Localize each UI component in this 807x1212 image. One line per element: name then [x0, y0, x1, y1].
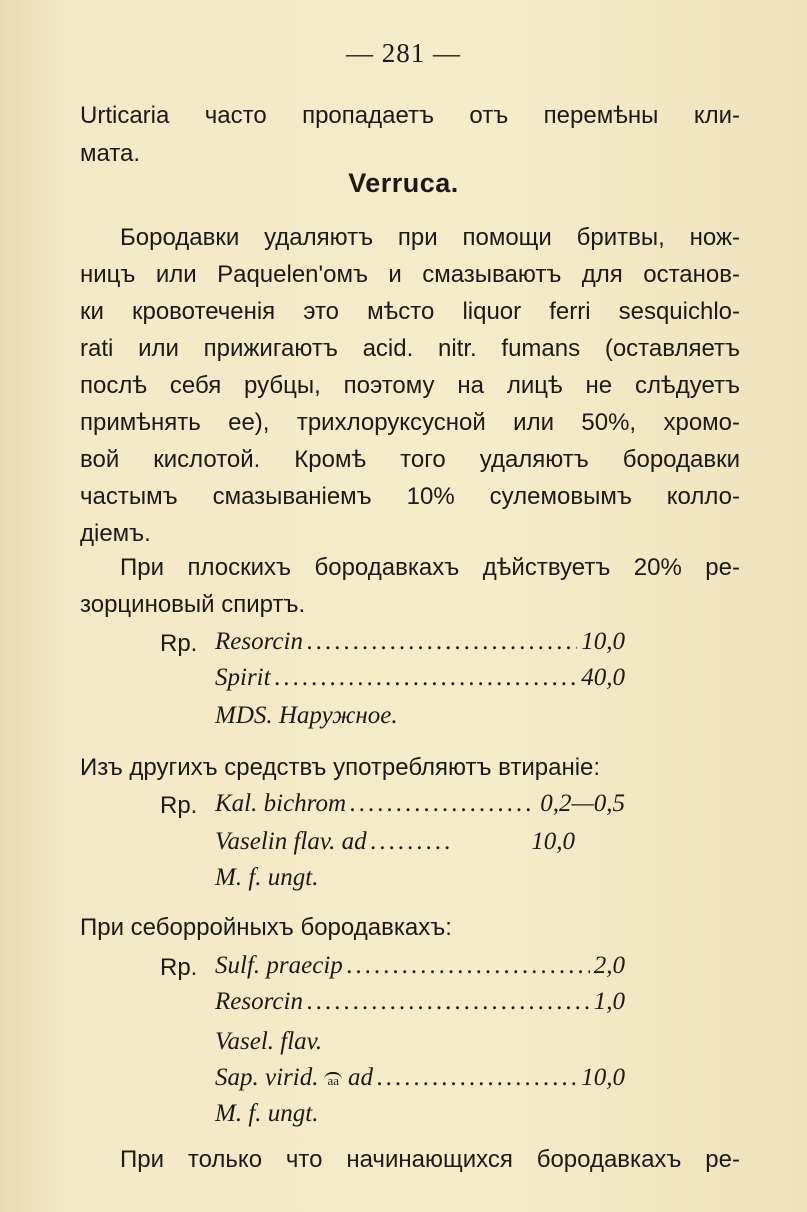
leader-dots	[350, 790, 536, 818]
rx-item	[215, 988, 625, 1016]
rx-item	[215, 664, 625, 692]
leader-dots	[371, 828, 449, 856]
rx-item	[215, 952, 625, 980]
rx-item-amount: 10,0	[531, 828, 576, 855]
paragraph-line: діемъ.	[80, 520, 151, 547]
leader-dots	[377, 1064, 577, 1092]
rx-signature: MDS. Наружное.	[215, 702, 398, 729]
rx-item-name: Resorcin	[215, 988, 303, 1015]
paragraph-line: вой кислотой. Кромѣ того удаляютъ бородавки	[80, 446, 740, 473]
page-number: — 281 —	[346, 38, 461, 68]
rx-signature: M. f. ungt.	[215, 864, 319, 891]
rx-item	[215, 828, 575, 856]
rx-item-amount: 10,0	[581, 628, 625, 655]
leader-dots	[307, 988, 590, 1016]
paragraph-line: примѣнять ее), трихлоруксусной или 50%, хромо-	[80, 409, 740, 436]
paragraph-line: ницъ или Paquelen'омъ и смазываютъ для останов-	[80, 261, 740, 288]
rx-line: Vasel. flav.	[215, 1028, 323, 1055]
rp-label: Rp.	[160, 954, 198, 981]
rx-item-name: Sap. virid.	[215, 1064, 319, 1091]
rx-item-name: Spirit	[215, 664, 271, 691]
rx-ad-label: ad	[348, 1064, 374, 1091]
rx-item-amount: 1,0	[593, 988, 625, 1015]
paragraph-line: При себорройныхъ бородавкахъ:	[80, 914, 452, 941]
paragraph-line: При плоскихъ бородавкахъ дѣйствуетъ 20% ре-	[120, 554, 740, 581]
paragraph-line: rati или прижигаютъ acid. nitr. fumans (оставляетъ	[80, 335, 740, 362]
rx-item-amount: 0,2—0,5	[540, 790, 625, 817]
paragraph-line: Изъ другихъ средствъ употребляютъ втираніе:	[80, 754, 601, 781]
rx-item-name: Kal. bichrom	[215, 790, 347, 817]
rx-item-amount: 40,0	[581, 664, 625, 691]
rx-item	[215, 628, 625, 656]
paragraph-line: послѣ себя рубцы, поэтому на лицѣ не слѣдуетъ	[80, 372, 740, 399]
rx-signature: M. f. ungt.	[215, 1100, 319, 1127]
leader-dots	[347, 952, 590, 980]
section-heading: Verruca.	[348, 168, 459, 198]
ana-symbol: aa	[324, 1072, 342, 1088]
paragraph-line: При только что начинающихся бородавкахъ ре-	[120, 1146, 740, 1173]
rx-item	[215, 790, 625, 818]
rx-item	[215, 1064, 625, 1092]
rx-item-amount: 2,0	[593, 952, 625, 979]
paragraph-line: зорциновый спиртъ.	[80, 591, 306, 618]
intro-line-2: мата.	[80, 140, 141, 167]
paragraph-line: частымъ смазываніемъ 10% сулемовымъ колло-	[80, 483, 740, 510]
rx-item-name: Vaselin flav. ad	[215, 828, 367, 855]
rp-label: Rp.	[160, 792, 198, 819]
paragraph-line: ки кровотеченія это мѣсто liquor ferri sesquichlo-	[80, 298, 740, 325]
intro-line-1: Urticaria часто пропадаетъ отъ перемѣны кли-	[80, 102, 740, 129]
rp-label: Rp.	[160, 630, 198, 657]
leader-dots	[275, 664, 578, 692]
rx-item-amount: 10,0	[581, 1064, 625, 1091]
paragraph-line: Бородавки удаляютъ при помощи бритвы, нож-	[120, 224, 740, 251]
rx-item-name: Sulf. praecip	[215, 952, 343, 979]
leader-dots	[307, 628, 577, 656]
rx-item-name: Resorcin	[215, 628, 303, 655]
